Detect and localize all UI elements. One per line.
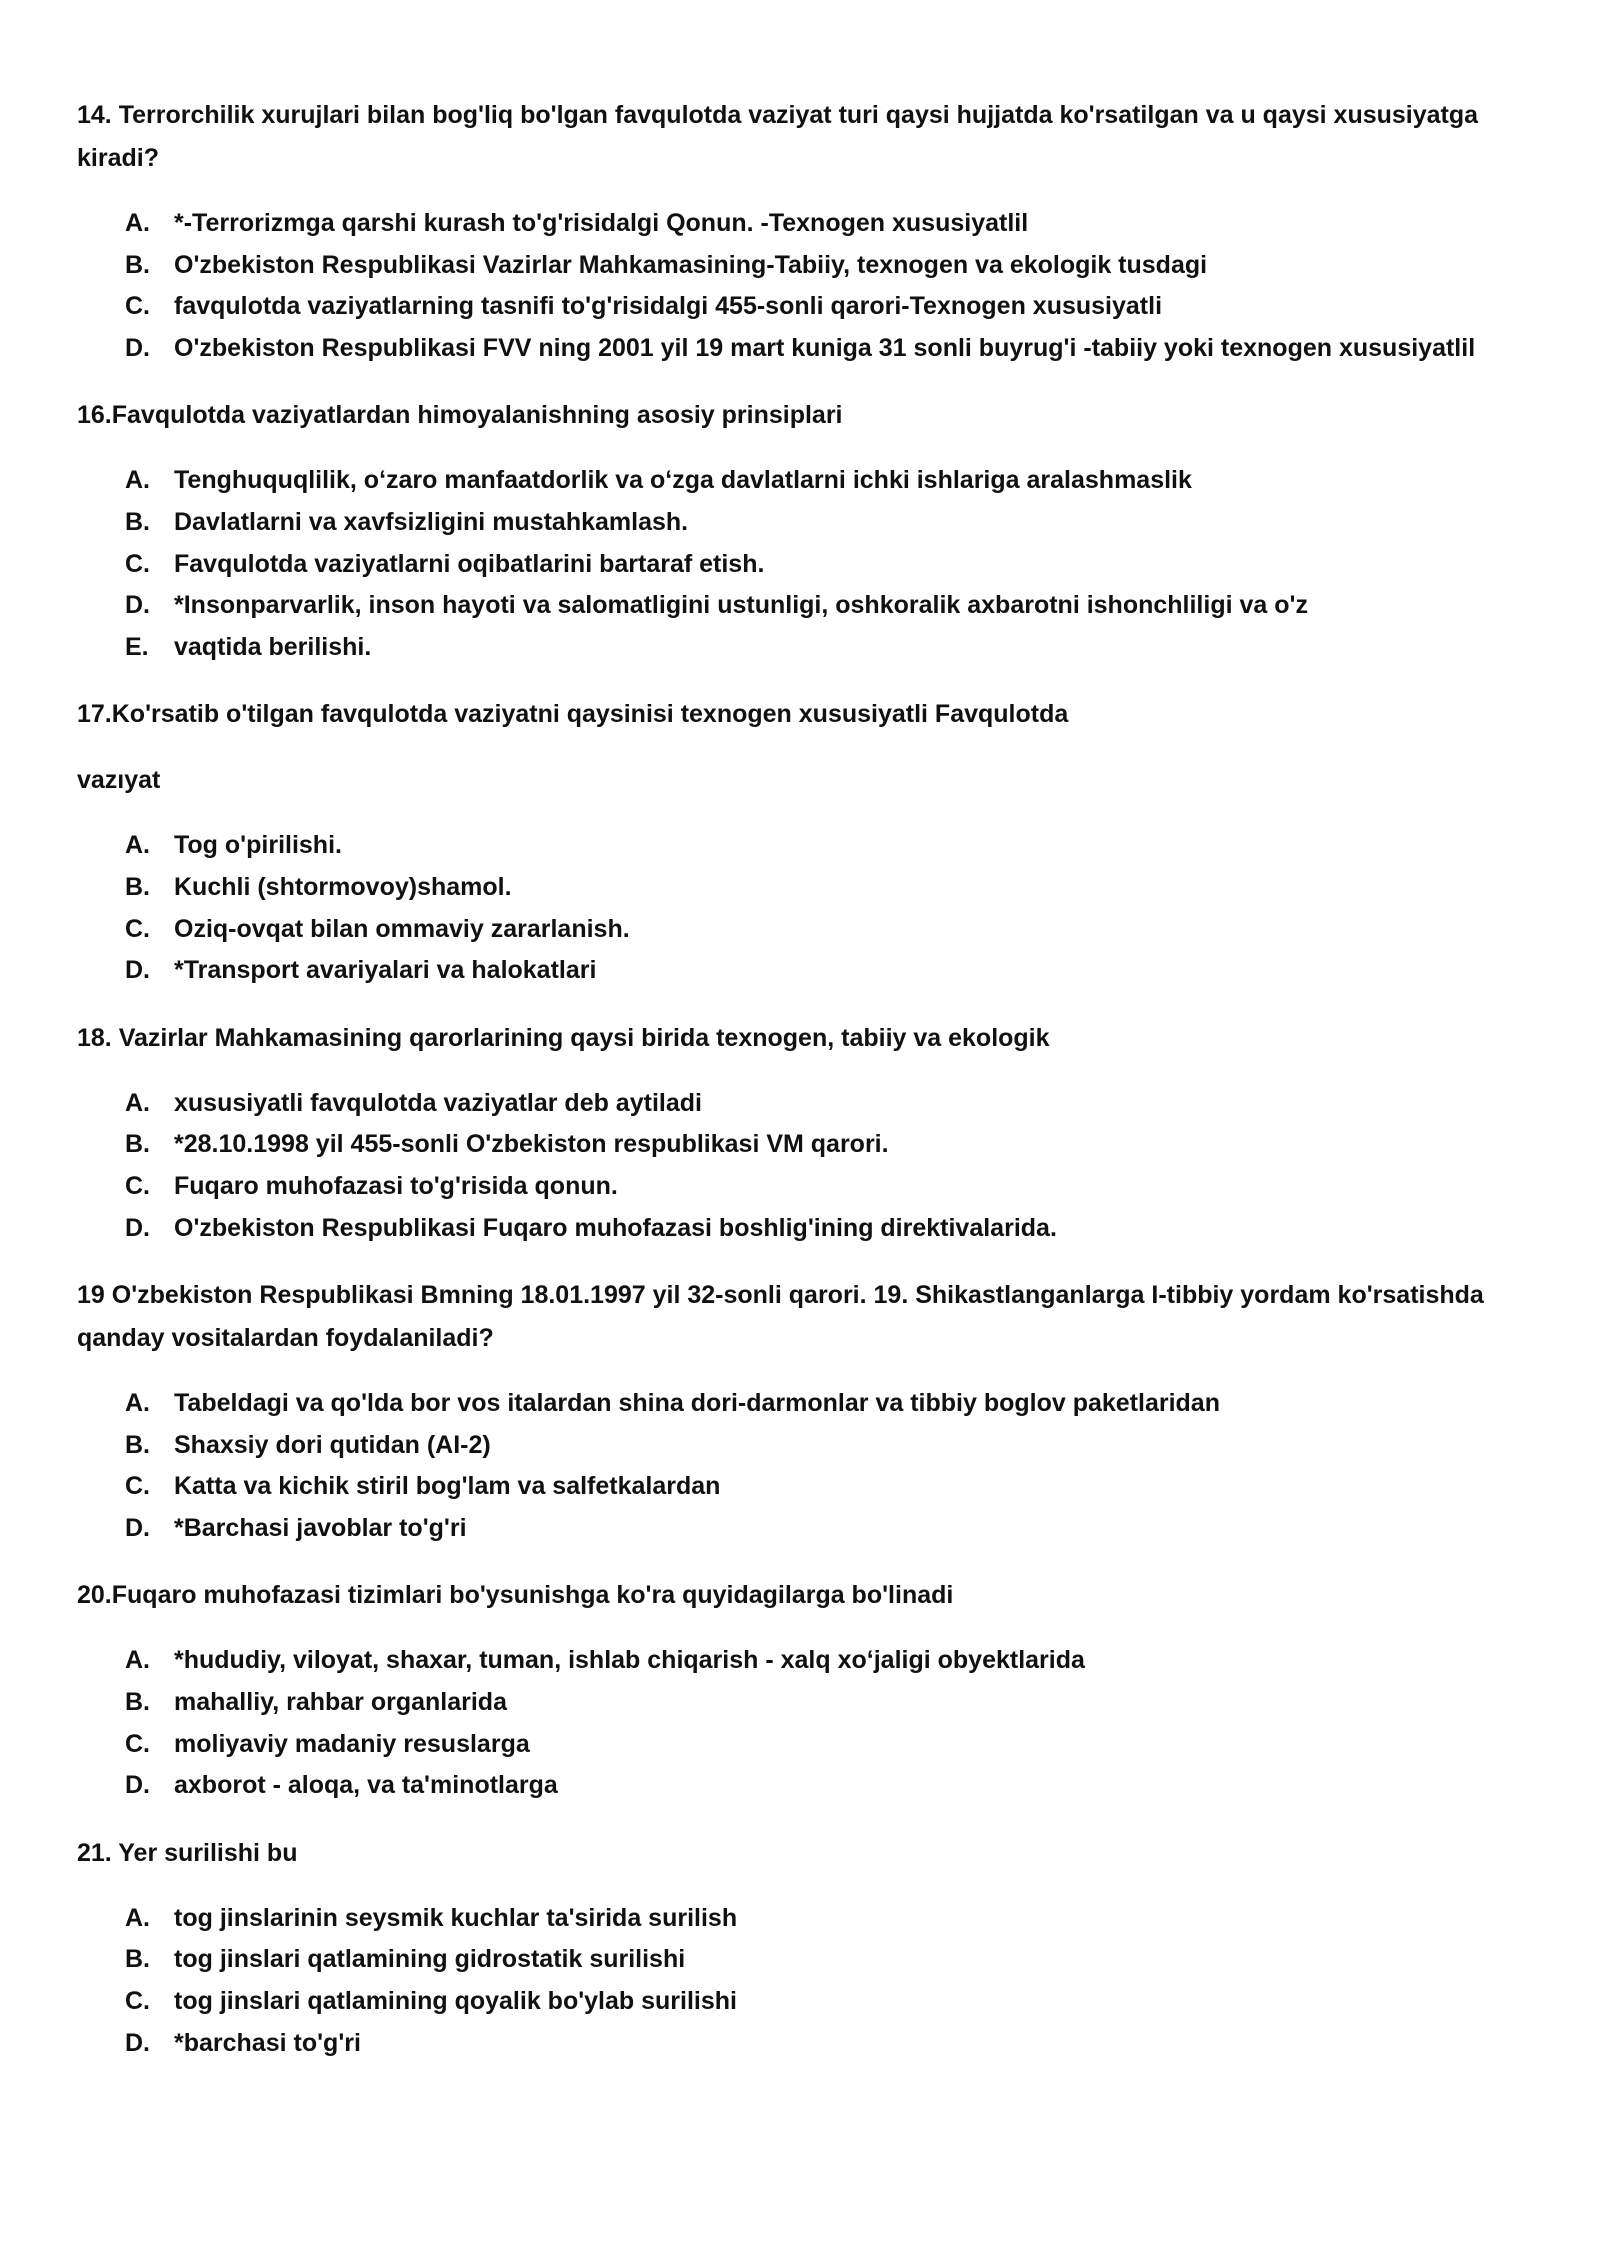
answer-option xyxy=(77,460,1537,502)
answer-option xyxy=(77,245,1537,287)
answer-options xyxy=(77,825,1537,991)
question-block xyxy=(77,693,1537,991)
option-text: Katta va kichik stiril bog'lam va salfetkalardan xyxy=(174,1472,721,1501)
answer-option xyxy=(77,2023,1537,2065)
option-letter: A. xyxy=(125,1088,150,1117)
option-letter: E. xyxy=(125,632,149,661)
question-text: 20.Fuqaro muhofazasi tizimlari bo'ysunishga ko'ra quyidagilarga bo'linadi xyxy=(77,1581,954,1610)
answer-option xyxy=(77,544,1537,586)
answer-option xyxy=(77,502,1537,544)
option-text: *Insonparvarlik, inson hayoti va salomatligini ustunligi, oshkoralik axbarotni ishonchliligi va o'z xyxy=(174,591,1308,620)
option-text: xususiyatli favqulotda vaziyatlar deb aytiladi xyxy=(174,1088,702,1117)
answer-option xyxy=(77,1466,1537,1508)
answer-options xyxy=(77,1083,1537,1249)
answer-option xyxy=(77,1083,1537,1125)
option-text: favqulotda vaziyatlarning tasnifi to'g'risidalgi 455-sonli qarori-Texnogen xususiyatli xyxy=(174,292,1163,321)
option-text: Tenghuquqlilik, o‘zaro manfaatdorlik va o‘zga davlatlarni ichki ishlariga aralashmaslik xyxy=(174,466,1192,495)
answer-option xyxy=(77,1724,1537,1766)
option-letter: D. xyxy=(125,956,150,985)
option-letter: A. xyxy=(125,466,150,495)
option-text: *Transport avariyalari va halokatlari xyxy=(174,956,597,985)
answer-options xyxy=(77,1383,1537,1549)
option-letter: D. xyxy=(125,1213,150,1242)
option-text: Tog o'pirilishi. xyxy=(174,831,342,860)
question-text: 19 O'zbekiston Respublikasi Bmning 18.01.1997 yil 32-sonli qarori. 19. Shikastlanganlarga I-tibbiy yordam ko'rsatishda qanday vositalardan foydalaniladi? xyxy=(77,1281,1484,1353)
answer-option xyxy=(77,909,1537,951)
answer-option xyxy=(77,1508,1537,1550)
answer-option xyxy=(77,286,1537,328)
question-block xyxy=(77,394,1537,668)
answer-option xyxy=(77,1682,1537,1724)
answer-option xyxy=(77,1898,1537,1940)
question-block xyxy=(77,1017,1537,1249)
answer-option xyxy=(77,1425,1537,1467)
option-letter: D. xyxy=(125,333,150,362)
option-letter: D. xyxy=(125,2028,150,2057)
option-text: *barchasi to'g'ri xyxy=(174,2028,361,2057)
option-text: vaqtida berilishi. xyxy=(174,632,372,661)
option-letter: C. xyxy=(125,1729,150,1758)
option-text: tog jinslari qatlamining gidrostatik surilishi xyxy=(174,1945,686,1974)
option-text: O'zbekiston Respublikasi Vazirlar Mahkamasining-Tabiiy, texnogen va ekologik tusdagi xyxy=(174,250,1208,279)
answer-option xyxy=(77,1765,1537,1807)
answer-option xyxy=(77,867,1537,909)
option-letter: A. xyxy=(125,1389,150,1418)
option-text: Davlatlarni va xavfsizligini mustahkamlash. xyxy=(174,507,689,536)
option-text: Favqulotda vaziyatlarni oqibatlarini bartaraf etish. xyxy=(174,549,765,578)
option-letter: D. xyxy=(125,1771,150,1800)
document-page xyxy=(77,94,1537,2089)
option-text: Tabeldagi va qo'lda bor vos italardan shina dori-darmonlar va tibbiy boglov paketlaridan xyxy=(174,1389,1220,1418)
question-text: 14. Terrorchilik xurujlari bilan bog'liq bo'lgan favqulotda vaziyat turi qaysi hujjatda ko'rsatilgan va u qaysi xususiyatga kiradi? xyxy=(77,101,1479,172)
option-letter: A. xyxy=(125,1646,150,1675)
option-letter: A. xyxy=(125,831,150,860)
option-letter: B. xyxy=(125,872,150,901)
option-letter: C. xyxy=(125,1171,150,1200)
option-text: tog jinslari qatlamining qoyalik bo'ylab surilishi xyxy=(174,1987,737,2016)
option-letter: B. xyxy=(125,1688,150,1717)
answer-option xyxy=(77,1981,1537,2023)
option-letter: B. xyxy=(125,250,150,279)
option-text: mahalliy, rahbar organlarida xyxy=(174,1688,507,1717)
answer-options xyxy=(77,460,1537,668)
question-text: 21. Yer surilishi bu xyxy=(77,1838,298,1867)
answer-option xyxy=(77,1166,1537,1208)
option-letter: D. xyxy=(125,1513,150,1542)
question-block xyxy=(77,94,1537,369)
option-letter: A. xyxy=(125,209,150,237)
option-text: *hududiy, viloyat, shaxar, tuman, ishlab chiqarish - xalq xo‘jaligi obyektlarida xyxy=(174,1646,1085,1675)
option-text: moliyaviy madaniy resuslarga xyxy=(174,1729,530,1758)
option-letter: C. xyxy=(125,1472,150,1501)
answer-option xyxy=(77,203,1537,245)
option-letter: C. xyxy=(125,292,150,321)
option-letter: A. xyxy=(125,1903,150,1932)
option-text: Fuqaro muhofazasi to'g'risida qonun. xyxy=(174,1171,618,1200)
option-text: Kuchli (shtormovoy)shamol. xyxy=(174,872,512,901)
answer-options xyxy=(77,203,1537,369)
option-text: *28.10.1998 yil 455-sonli O'zbekiston respublikasi VM qarori. xyxy=(174,1130,889,1159)
option-text: O'zbekiston Respublikasi FVV ning 2001 yil 19 mart kuniga 31 sonli buyrug'i -tabiiy yoki texnogen xususiyatlil xyxy=(174,333,1476,362)
answer-option xyxy=(77,825,1537,867)
option-text: axborot - aloqa, va ta'minotlarga xyxy=(174,1771,558,1800)
question-block xyxy=(77,1274,1537,1549)
option-text: Shaxsiy dori qutidan (AI-2) xyxy=(174,1430,491,1459)
answer-option xyxy=(77,627,1537,669)
option-letter: C. xyxy=(125,914,150,943)
option-text: *-Terrorizmga qarshi kurash to'g'risidalgi Qonun. -Texnogen xususiyatlil xyxy=(174,209,1029,237)
answer-options xyxy=(77,1898,1537,2064)
option-text: O'zbekiston Respublikasi Fuqaro muhofazasi boshlig'ining direktivalarida. xyxy=(174,1213,1057,1242)
question-block xyxy=(77,1832,1537,2064)
question-text: 18. Vazirlar Mahkamasining qarorlarining qaysi birida texnogen, tabiiy va ekologik xyxy=(77,1023,1050,1052)
option-text: *Barchasi javoblar to'g'ri xyxy=(174,1513,467,1542)
answer-option xyxy=(77,328,1537,370)
option-letter: B. xyxy=(125,1130,150,1159)
option-letter: C. xyxy=(125,549,150,578)
question-text: 17.Ko'rsatib o'tilgan favqulotda vaziyatni qaysinisi texnogen xususiyatli Favqulotda xyxy=(77,700,1069,729)
answer-option xyxy=(77,1124,1537,1166)
answer-option xyxy=(77,1208,1537,1250)
answer-option xyxy=(77,1939,1537,1981)
option-text: Oziq-ovqat bilan ommaviy zararlanish. xyxy=(174,914,630,943)
option-letter: D. xyxy=(125,591,150,620)
option-letter: C. xyxy=(125,1987,150,2016)
answer-option xyxy=(77,1383,1537,1425)
answer-option xyxy=(77,1640,1537,1682)
answer-option xyxy=(77,585,1537,627)
answer-options xyxy=(77,1640,1537,1806)
question-block xyxy=(77,1574,1537,1806)
option-letter: B. xyxy=(125,507,150,536)
option-letter: B. xyxy=(125,1430,150,1459)
answer-option xyxy=(77,950,1537,992)
question-continuation: vazıyat xyxy=(77,766,161,795)
option-text: tog jinslarinin seysmik kuchlar ta'sirida surilish xyxy=(174,1903,738,1932)
option-letter: B. xyxy=(125,1945,150,1974)
question-text: 16.Favqulotda vaziyatlardan himoyalanishning asosiy prinsiplari xyxy=(77,401,843,430)
